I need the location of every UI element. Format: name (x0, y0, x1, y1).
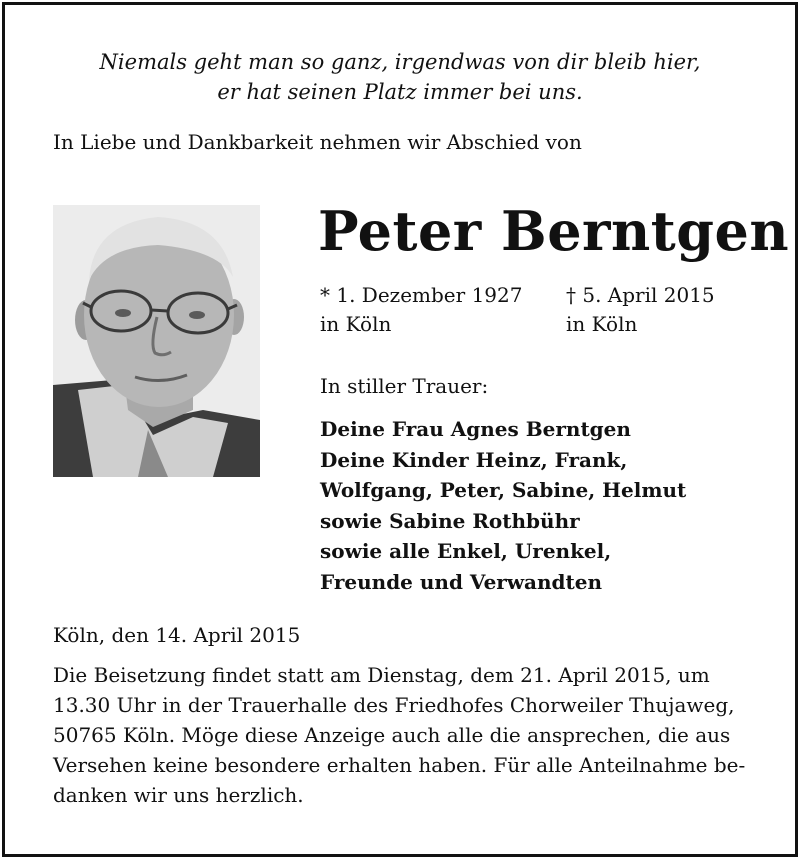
service-line: danken wir uns herzlich. (53, 783, 304, 807)
mourner-line: sowie Sabine Rothbühr (320, 508, 580, 533)
mourners-list (320, 414, 686, 597)
quote-line: Niemals geht man so ganz, irgendwas von dir bleib hier, (99, 50, 701, 74)
service-line: Versehen keine besondere erhalten haben. Für alle Anteilnahme be- (53, 753, 746, 777)
mourning-label: In stiller Trauer: (320, 374, 489, 398)
death-date: † 5. April 2015 (566, 283, 715, 307)
quote-line: er hat seinen Platz immer bei uns. (217, 80, 583, 104)
mourner-line: Freunde und Verwandten (320, 569, 603, 594)
birth-place: in Köln (320, 312, 392, 336)
deceased-name: Peter Berntgen (318, 199, 790, 263)
intro-text: In Liebe und Dankbarkeit nehmen wir Abschied von (53, 130, 582, 154)
portrait-photo (53, 205, 260, 477)
birth-date: * 1. Dezember 1927 (320, 283, 523, 307)
place-and-date: Köln, den 14. April 2015 (53, 623, 301, 647)
mourner-line: Deine Frau Agnes Berntgen (320, 417, 631, 441)
service-line: 50765 Köln. Möge diese Anzeige auch alle die ansprechen, die aus (53, 723, 731, 747)
birth-info (320, 281, 522, 339)
mourner-line: Deine Kinder Heinz, Frank, (320, 447, 628, 472)
death-info (566, 281, 715, 339)
memorial-quote (0, 47, 800, 107)
mourner-line: sowie alle Enkel, Urenkel, (320, 539, 612, 563)
mourner-line: Wolfgang, Peter, Sabine, Helmut (320, 478, 687, 502)
service-line: 13.30 Uhr in der Trauerhalle des Friedhofes Chorweiler Thujaweg, (53, 693, 735, 717)
death-place: in Köln (566, 312, 638, 336)
funeral-service-text (53, 660, 745, 810)
service-line: Die Beisetzung findet statt am Dienstag, dem 21. April 2015, um (53, 663, 710, 687)
